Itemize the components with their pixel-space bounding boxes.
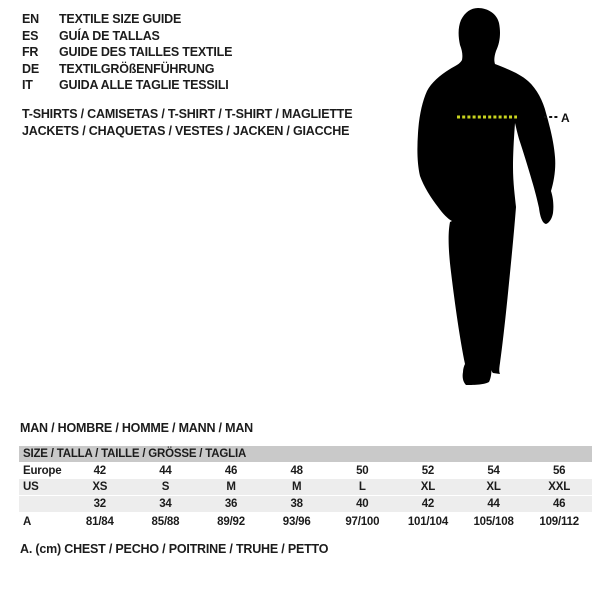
size-cell: 54	[487, 464, 500, 477]
size-cell: XS	[92, 481, 108, 493]
size-cell: 109/112	[539, 515, 579, 528]
size-cell: XXL	[548, 481, 571, 493]
language-label: GUIDE DES TAILLES TEXTILE	[59, 45, 233, 60]
size-cell: 38	[290, 498, 303, 510]
language-code: EN	[22, 12, 39, 27]
language-label: GUIDA ALLE TAGLIE TESSILI	[59, 78, 229, 93]
measurement-figure	[400, 0, 600, 400]
size-cell: 42	[93, 464, 107, 477]
language-row	[22, 61, 232, 78]
table-row-europe	[19, 462, 592, 479]
size-cell: 50	[356, 464, 369, 477]
size-cell: 93/96	[282, 515, 311, 528]
size-cell: 85/88	[151, 515, 180, 528]
size-cell: 97/100	[345, 515, 380, 528]
size-cell: 44	[487, 498, 500, 510]
language-row	[22, 28, 232, 45]
size-cell: M	[226, 481, 236, 493]
size-table	[19, 446, 592, 530]
language-label: TEXTILE SIZE GUIDE	[59, 12, 182, 27]
row-label: A	[23, 515, 32, 528]
size-cell: 46	[552, 498, 566, 510]
size-cell: 101/104	[407, 515, 449, 528]
size-cell: 40	[356, 498, 369, 510]
table-row-chest-a	[19, 513, 592, 530]
size-cell: 42	[421, 498, 435, 510]
language-label: TEXTILGRÖßENFÜHRUNG	[59, 61, 215, 76]
category-line-tshirts: T-SHIRTS / CAMISETAS / T-SHIRT / T-SHIRT / MAGLIETTE	[22, 107, 353, 121]
size-cell: 48	[290, 464, 303, 477]
size-cell: 36	[224, 498, 238, 510]
size-cell: 105/108	[473, 515, 514, 528]
table-row-us	[19, 479, 592, 496]
size-cell: 81/84	[85, 515, 114, 528]
garment-categories	[22, 106, 352, 140]
size-cell: 44	[159, 464, 172, 477]
language-code: DE	[22, 61, 39, 76]
size-cell: M	[291, 481, 302, 493]
language-row	[22, 44, 232, 61]
size-cell: 52	[421, 464, 435, 477]
language-code: IT	[22, 78, 33, 93]
size-cell: 46	[224, 464, 238, 477]
man-silhouette-shape	[417, 8, 555, 385]
chest-footnote: A. (cm) CHEST / PECHO / POITRINE / TRUHE / PETTO	[20, 542, 329, 556]
size-cell: XL	[420, 481, 436, 493]
language-row	[22, 77, 232, 94]
size-cell: L	[358, 481, 366, 493]
size-cell: 32	[93, 498, 107, 510]
language-code: ES	[22, 28, 39, 43]
size-cell: 89/92	[217, 515, 245, 528]
row-label: US	[23, 481, 39, 493]
size-cell: 56	[552, 464, 566, 477]
section-heading-man: MAN / HOMBRE / HOMME / MANN / MAN	[20, 421, 253, 435]
man-silhouette	[400, 0, 600, 400]
size-table-header: SIZE / TALLA / TAILLE / GRÖSSE / TAGLIA	[19, 446, 592, 462]
language-code: FR	[22, 45, 39, 60]
language-guide-list	[22, 11, 232, 94]
measure-label-a: A	[561, 111, 570, 125]
language-label: GUÍA DE TALLAS	[59, 28, 160, 43]
table-row-us-numeric	[19, 496, 592, 513]
size-cell: 34	[159, 498, 172, 510]
category-line-jackets: JACKETS / CHAQUETAS / VESTES / JACKEN / GIACCHE	[22, 124, 350, 138]
language-row	[22, 11, 232, 28]
size-cell: S	[161, 481, 170, 493]
size-cell: XL	[486, 481, 501, 493]
row-label: Europe	[23, 464, 62, 477]
